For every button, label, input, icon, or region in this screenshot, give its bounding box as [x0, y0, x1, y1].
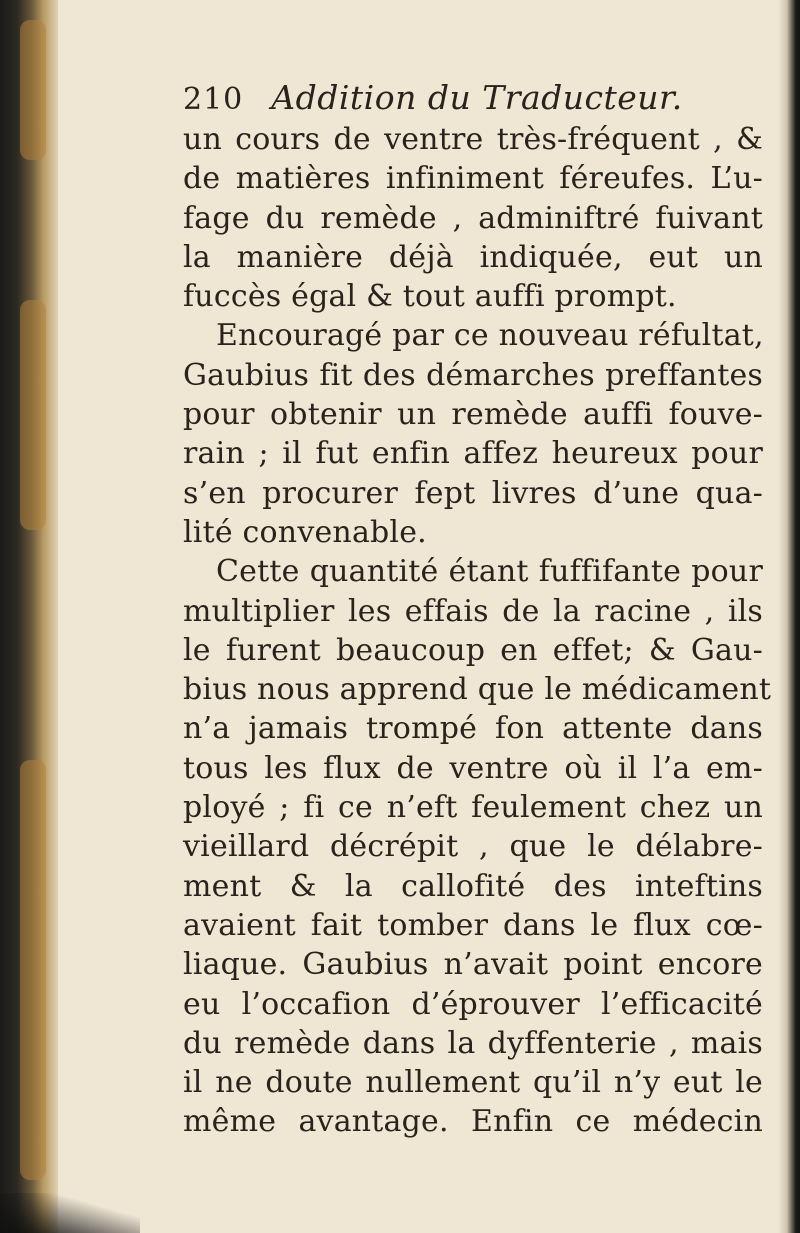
gutter-stain — [20, 300, 46, 530]
text-line: ployé ; fi ce n’eft feulement chez un — [183, 790, 763, 826]
text-line: même avantage. Enfin ce médecin — [183, 1104, 763, 1140]
text-line: tous les flux de ventre où il l’a em- — [183, 750, 763, 786]
text-line: Encouragé par ce nouveau réfultat, — [216, 318, 764, 354]
text-line: avaient fait tomber dans le flux cœ- — [183, 907, 763, 943]
page-right-edge — [778, 0, 800, 1233]
gutter-stain — [20, 20, 46, 160]
body-text — [183, 120, 772, 1142]
text-line: ment & la callofité des inteftins — [183, 868, 763, 904]
text-line: multiplier les effais de la racine , ils — [183, 593, 763, 629]
text-line: bius nous apprend que le médicament — [183, 672, 772, 708]
gutter-stain — [20, 760, 46, 1180]
page-number: 210 — [183, 82, 244, 117]
text-line: le furent beaucoup en effet; & Gau- — [183, 632, 763, 668]
text-line: Cette quantité étant fuffifante pour — [216, 554, 763, 590]
text-line: s’en procurer fept livres d’une qua- — [183, 475, 763, 511]
text-line: un cours de ventre très-fréquent , & — [183, 122, 763, 157]
text-line: lité convenable. — [183, 514, 427, 550]
text-line: rain ; il fut enfin affez heureux pour — [183, 436, 763, 472]
corner-shadow — [0, 1193, 140, 1233]
text-line: pour obtenir un remède auffi fouve- — [183, 397, 763, 433]
text-line: de matières infiniment féreufes. L’u- — [183, 161, 763, 197]
text-line: n’a jamais trompé fon attente dans — [183, 711, 763, 747]
text-line: fuccès égal & tout auffi prompt. — [183, 279, 677, 315]
text-line: Gaubius fit des démarches preffantes — [183, 357, 763, 393]
book-gutter — [0, 0, 58, 1233]
running-head: Addition du Traducteur. — [271, 78, 683, 117]
text-line: la manière déjà indiquée, eut un — [183, 239, 763, 275]
text-line: fage du remède , adminiftré fuivant — [183, 200, 763, 236]
text-line: du remède dans la dyffenterie , mais — [183, 1025, 763, 1061]
text-line: vieillard décrépit , que le délabre- — [183, 829, 763, 865]
text-line: liaque. Gaubius n’avait point encore — [183, 947, 763, 983]
text-line: il ne doute nullement qu’il n’y eut le — [183, 1065, 763, 1101]
page-header — [183, 78, 763, 118]
book-page — [183, 78, 772, 1142]
text-line: eu l’occafion d’éprouver l’efficacité — [183, 986, 763, 1022]
